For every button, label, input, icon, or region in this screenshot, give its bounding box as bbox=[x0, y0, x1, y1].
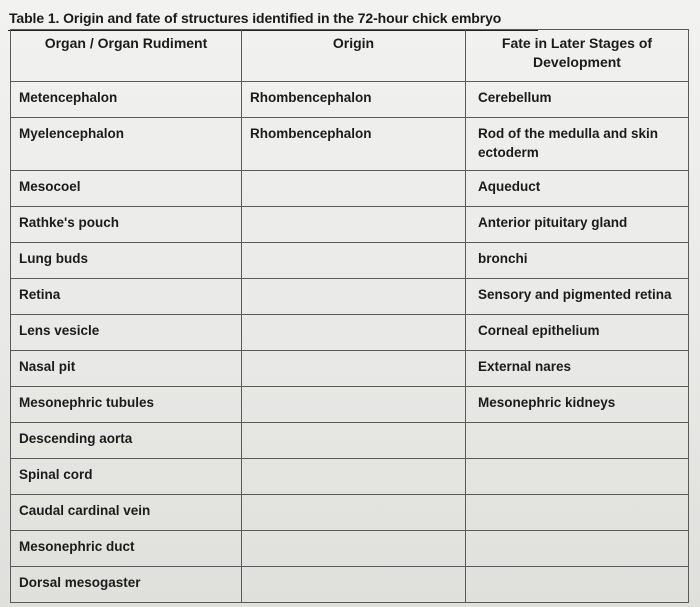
origin-cell bbox=[242, 531, 466, 567]
organ-cell: Dorsal mesogaster bbox=[11, 567, 242, 603]
organ-cell: Spinal cord bbox=[11, 459, 242, 495]
fate-cell: Rod of the medulla and skin ectoderm bbox=[466, 118, 689, 171]
organ-cell: Rathke's pouch bbox=[11, 207, 242, 243]
fate-cell: Mesonephric kidneys bbox=[466, 387, 689, 423]
fate-cell: Aqueduct bbox=[466, 171, 689, 207]
fate-cell: Anterior pituitary gland bbox=[466, 207, 689, 243]
organ-cell: Retina bbox=[11, 279, 242, 315]
origin-cell bbox=[242, 351, 466, 387]
table-row bbox=[11, 387, 689, 423]
origin-cell bbox=[242, 171, 466, 207]
table-title: Table 1. Origin and fate of structures identified in the 72-hour chick embryo bbox=[9, 10, 502, 26]
organ-cell: Lung buds bbox=[11, 243, 242, 279]
table-row bbox=[11, 495, 689, 531]
table-row bbox=[11, 171, 689, 207]
header-row bbox=[11, 30, 689, 82]
organ-cell: Mesonephric tubules bbox=[11, 387, 242, 423]
table-row bbox=[11, 207, 689, 243]
organ-cell: Descending aorta bbox=[11, 423, 242, 459]
fate-cell: Cerebellum bbox=[466, 82, 689, 118]
organ-cell: Lens vesicle bbox=[11, 315, 242, 351]
fate-cell: bronchi bbox=[466, 243, 689, 279]
table-row bbox=[11, 279, 689, 315]
header-organ: Organ / Organ Rudiment bbox=[11, 30, 242, 82]
origin-cell: Rhombencephalon bbox=[242, 118, 466, 171]
origin-cell bbox=[242, 315, 466, 351]
fate-cell bbox=[466, 531, 689, 567]
fate-cell: Sensory and pigmented retina bbox=[466, 279, 689, 315]
origin-cell bbox=[242, 423, 466, 459]
fate-cell bbox=[466, 423, 689, 459]
table-row bbox=[11, 459, 689, 495]
table-row bbox=[11, 567, 689, 603]
origin-cell bbox=[242, 495, 466, 531]
origin-cell bbox=[242, 207, 466, 243]
organ-cell: Mesocoel bbox=[11, 171, 242, 207]
organ-cell: Mesonephric duct bbox=[11, 531, 242, 567]
origin-cell bbox=[242, 567, 466, 603]
organ-cell: Caudal cardinal vein bbox=[11, 495, 242, 531]
origin-fate-table bbox=[10, 29, 689, 603]
origin-cell bbox=[242, 243, 466, 279]
organ-cell: Nasal pit bbox=[11, 351, 242, 387]
organ-cell: Metencephalon bbox=[11, 82, 242, 118]
fate-cell bbox=[466, 567, 689, 603]
fate-cell bbox=[466, 495, 689, 531]
header-fate: Fate in Later Stages of Development bbox=[466, 30, 689, 82]
origin-cell bbox=[242, 279, 466, 315]
table-row bbox=[11, 351, 689, 387]
origin-cell bbox=[242, 387, 466, 423]
origin-cell: Rhombencephalon bbox=[242, 82, 466, 118]
table-row bbox=[11, 315, 689, 351]
table-row bbox=[11, 243, 689, 279]
table-row bbox=[11, 531, 689, 567]
fate-cell: Corneal epithelium bbox=[466, 315, 689, 351]
fate-cell bbox=[466, 459, 689, 495]
table-row bbox=[11, 118, 689, 171]
origin-cell bbox=[242, 459, 466, 495]
table-row bbox=[11, 82, 689, 118]
table-row bbox=[11, 423, 689, 459]
organ-cell: Myelencephalon bbox=[11, 118, 242, 171]
header-origin: Origin bbox=[242, 30, 466, 82]
fate-cell: External nares bbox=[466, 351, 689, 387]
